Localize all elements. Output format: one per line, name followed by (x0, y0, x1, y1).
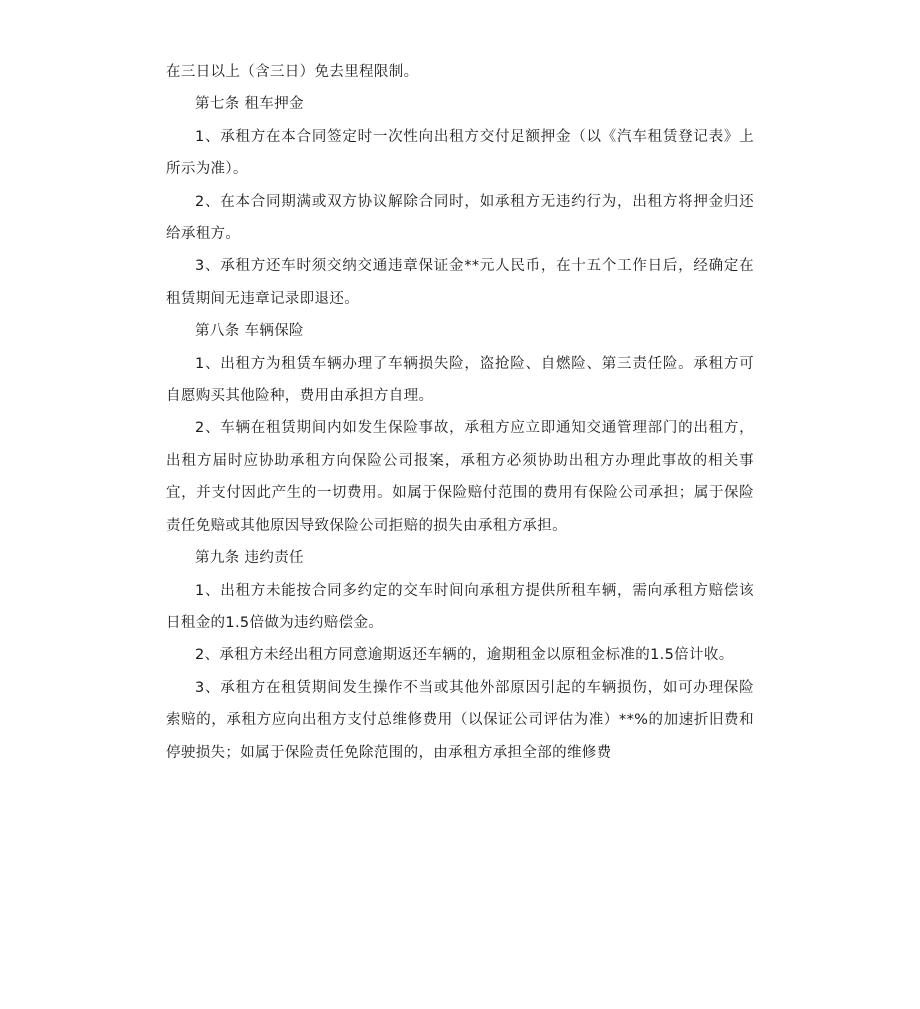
article-8-clause-2: 2、车辆在租赁期间内如发生保险事故，承租方应立即通知交通管理部门的出租方，出租方届时应协助承租方向保险公司报案，承租方必须协助出租方办理此事故的相关事宜，并支付因此产生的一切费用。如属于保险赔付范围的费用有保险公司承担；属于保险责任免赔或其他原因导致保险公司拒赔的损失由承租方承担。 (166, 420, 754, 534)
article-7-heading: 第七条 租车押金 (195, 96, 304, 113)
article-8-heading: 第八条 车辆保险 (195, 323, 304, 340)
article-9-clause-2: 2、承租方未经出租方同意逾期返还车辆的，逾期租金以原租金标准的1.5倍计收。 (195, 647, 734, 664)
article-7-clause-1: 1、承租方在本合同签定时一次性向出租方交付足额押金（以《汽车租赁登记表》上所示为准）。 (166, 128, 754, 178)
article-7-clause-3: 3、承租方还车时须交纳交通违章保证金**元人民币，在十五个工作日后，经确定在租赁期间无违章记录即退还。 (166, 258, 754, 307)
article-7-clause-2: 2、在本合同期满或双方协议解除合同时，如承租方无违约行为，出租方将押金归还给承租方。 (166, 193, 754, 243)
paragraph-continuation: 在三日以上（含三日）免去里程限制。 (166, 64, 419, 80)
article-8-clause-1: 1、出租方为租赁车辆办理了车辆损失险，盗抢险、自燃险、第三责任险。承租方可自愿购买其他险种，费用由承担方自理。 (166, 355, 754, 405)
article-9-clause-1: 1、出租方未能按合同多约定的交车时间向承租方提供所租车辆，需向承租方赔偿该日租金的1.5倍做为违约赔偿金。 (166, 582, 754, 631)
article-9-clause-3: 3、承租方在租赁期间发生操作不当或其他外部原因引起的车辆损伤，如可办理保险索赔的，承租方应向出租方支付总维修费用（以保证公司评估为准）**%的加速折旧费和停驶损失；如属于保险责任免除范围的，由承租方承担全部的维修费 (166, 679, 754, 761)
document-body (166, 56, 754, 769)
article-9-heading: 第九条 违约责任 (195, 550, 304, 567)
